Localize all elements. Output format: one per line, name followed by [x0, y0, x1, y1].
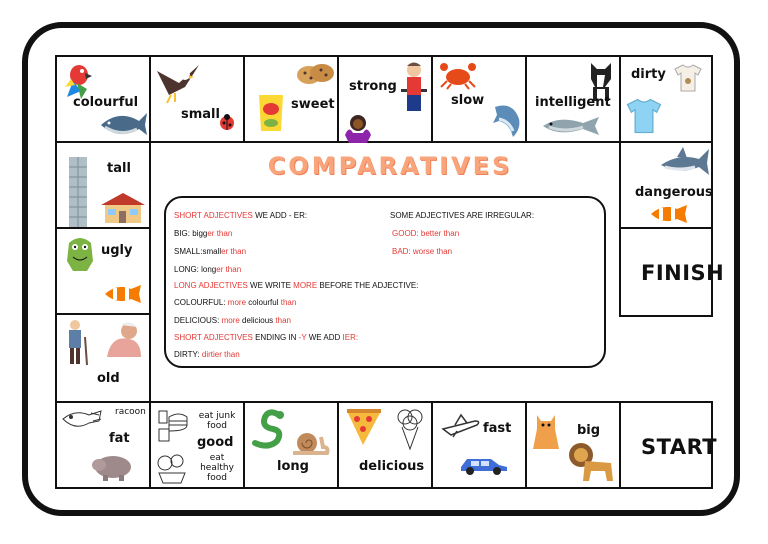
cell-small[interactable]	[149, 55, 245, 143]
cell-strong[interactable]	[337, 55, 433, 143]
rule-line: COLOURFUL: more colourful than	[174, 298, 297, 307]
cell-old[interactable]	[55, 313, 151, 403]
ladybug-icon	[217, 113, 237, 131]
racoon-icon	[59, 405, 105, 433]
cell-label: colourful	[73, 95, 139, 110]
old-man-icon	[63, 319, 89, 367]
cell-big[interactable]	[525, 401, 621, 489]
snail-icon	[291, 429, 331, 457]
cell-label: good	[197, 435, 234, 450]
irregular-heading: SOME ADJECTIVES ARE IRREGULAR:	[390, 211, 535, 220]
finish-label: FINISH	[641, 261, 725, 285]
cell-fat[interactable]	[55, 401, 151, 489]
house-icon	[99, 191, 147, 223]
cell-finish[interactable]	[619, 227, 725, 317]
cell-label: dirty	[631, 67, 666, 82]
strong-boy-icon	[399, 61, 429, 115]
cell-fast[interactable]	[431, 401, 527, 489]
cell-label: long	[277, 459, 309, 474]
skyscraper-icon	[65, 153, 91, 227]
car-icon	[457, 453, 509, 475]
cell-colourful[interactable]	[55, 55, 151, 143]
cell-long[interactable]	[243, 401, 339, 489]
cell-label: sweet	[291, 97, 335, 112]
rules-box	[164, 196, 606, 368]
cell-dangerous[interactable]	[619, 141, 713, 229]
cell-label: fat	[109, 431, 130, 446]
rule-line: DIRTY: dirtier than	[174, 350, 240, 359]
rule-line: SMALL:smaller than	[174, 247, 247, 256]
old-woman-icon	[103, 321, 143, 359]
cell-label: fast	[483, 421, 512, 436]
snake-icon	[251, 409, 287, 449]
crab-icon	[439, 59, 477, 89]
cell-dirty[interactable]	[619, 55, 713, 143]
cell-good[interactable]	[149, 401, 245, 489]
rule-line: LONG ADJECTIVES WE WRITE MORE BEFORE THE ADJECTIVE:	[174, 281, 419, 290]
cat-icon	[531, 409, 561, 453]
eagle-icon	[155, 61, 201, 105]
pizza-icon	[345, 407, 383, 447]
rule-line: SHORT ADJECTIVES ENDING IN -Y WE ADD IER:	[174, 333, 359, 342]
cell-label: delicious	[359, 459, 425, 474]
cell-label: strong	[349, 79, 397, 94]
page-title: COMPARATIVES	[267, 152, 513, 180]
shark-icon	[659, 147, 711, 177]
junk-food-icon	[155, 409, 189, 443]
clownfish-icon	[103, 283, 143, 305]
lion-icon	[567, 441, 617, 487]
whale-icon	[99, 107, 149, 139]
cell-label: dangerous	[635, 185, 713, 200]
healthy-food-label: eat healthy food	[200, 453, 234, 483]
ice-cream-icon	[395, 407, 425, 451]
rule-line: LONG: longer than	[174, 265, 242, 274]
cookies-icon	[295, 61, 335, 87]
cell-label: ugly	[101, 243, 133, 258]
cell-tall[interactable]	[55, 141, 151, 229]
healthy-food-icon	[155, 451, 189, 485]
start-label: START	[641, 435, 718, 459]
cell-label: intelligent	[535, 95, 611, 110]
cell-intelligent[interactable]	[525, 55, 621, 143]
racoon-label: racoon	[115, 407, 146, 417]
cell-slow[interactable]	[431, 55, 527, 143]
fish-icon	[541, 115, 603, 137]
dolphin-icon	[491, 101, 525, 139]
plane-icon	[441, 413, 481, 439]
rule-line: SHORT ADJECTIVES WE ADD - ER:	[174, 211, 308, 220]
rule-line: DELICIOUS: more delicious than	[174, 316, 291, 325]
cell-label: big	[577, 423, 601, 438]
strong-girl-icon	[343, 113, 373, 143]
cell-sweet[interactable]	[243, 55, 339, 143]
rule-line: BIG: bigger than	[174, 229, 233, 238]
cell-label: small	[181, 107, 220, 122]
cell-label: slow	[451, 93, 485, 108]
junk-food-label: eat junk food	[198, 411, 236, 431]
cell-label: old	[97, 371, 120, 386]
tshirt-icon	[625, 97, 663, 135]
tshirt-icon	[673, 63, 703, 93]
irregular-good: GOOD: better than	[392, 229, 460, 238]
cell-delicious[interactable]	[337, 401, 433, 489]
clownfish-icon	[649, 203, 689, 225]
cell-start[interactable]	[619, 401, 718, 489]
hippo-icon	[91, 451, 133, 481]
irregular-bad: BAD: worse than	[392, 247, 453, 256]
chips-icon	[255, 93, 287, 133]
monster-icon	[63, 233, 97, 273]
cell-label: tall	[107, 161, 131, 176]
cell-ugly[interactable]	[55, 227, 151, 315]
